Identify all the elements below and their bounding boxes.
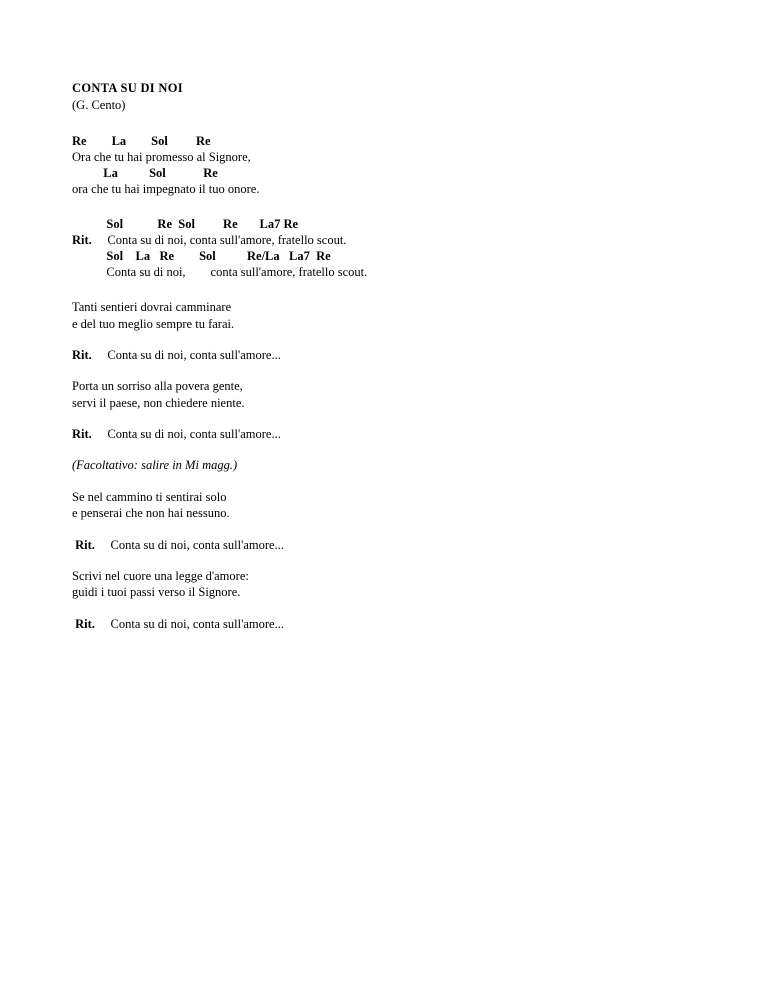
chorus-first-line	[72, 232, 692, 248]
spacer	[72, 411, 692, 426]
chord-line: Sol Re Sol Re La7 Re	[72, 217, 299, 231]
refrain-text: Conta su di noi, conta sull'amore...	[107, 348, 281, 362]
verse-line: guidi i tuoi passi verso il Signore.	[72, 585, 241, 599]
verse-line: servi il paese, non chiedere niente.	[72, 395, 245, 410]
rit-label: Rit.	[72, 348, 92, 362]
rit-label: Rit.	[75, 537, 95, 552]
verse-line: Scrivi nel cuore una legge d'amore:	[72, 568, 249, 583]
refrain-short-2	[72, 426, 692, 442]
refrain-text: Conta su di noi, conta sull'amore...	[110, 616, 284, 631]
chorus-indent	[72, 265, 106, 279]
verse-2	[72, 299, 692, 332]
song-author: (G. Cento)	[72, 98, 126, 112]
verse-line: Porta un sorriso alla povera gente,	[72, 379, 243, 393]
refrain-short-1	[72, 347, 692, 363]
refrain-text: Conta su di noi, conta sull'amore...	[110, 537, 284, 552]
spacer	[72, 522, 692, 537]
verse-4	[72, 489, 692, 522]
lyric-line: ora che tu hai impegnato il tuo onore.	[72, 182, 260, 196]
song-sheet	[72, 80, 692, 632]
refrain-short-3	[72, 537, 692, 553]
spacer	[72, 197, 692, 216]
chorus-second-line	[72, 264, 692, 280]
refrain-gap	[92, 348, 108, 362]
page-title: CONTA SU DI NOI	[72, 81, 183, 95]
chord-line: Re La Sol Re	[72, 134, 211, 148]
verse-1	[72, 133, 692, 197]
chorus-lyrics	[92, 233, 108, 247]
spacer	[72, 442, 692, 457]
chorus-lyric-text: Conta su di noi, conta sull'amore, fratello scout.	[106, 265, 368, 279]
verse-5	[72, 568, 692, 601]
refrain-gap	[95, 538, 111, 552]
chorus-block	[72, 216, 692, 280]
rit-label: Rit.	[72, 427, 92, 441]
spacer	[72, 601, 692, 616]
optional-note: (Facoltativo: salire in Mi magg.)	[72, 458, 238, 472]
verse-line: e del tuo meglio sempre tu farai.	[72, 316, 235, 331]
spacer	[72, 363, 692, 378]
refrain-gap	[95, 617, 111, 631]
spacer	[72, 474, 692, 489]
spacer	[72, 332, 692, 347]
spacer	[72, 553, 692, 568]
verse-line: Tanti sentieri dovrai camminare	[72, 300, 232, 314]
chord-line: La Sol Re	[72, 166, 218, 180]
rit-label: Rit.	[75, 616, 95, 631]
chord-line: Sol La Re Sol Re/La La7 Re	[72, 249, 331, 263]
refrain-gap	[92, 427, 108, 441]
spacer	[72, 280, 692, 299]
rit-label: Rit.	[72, 233, 92, 247]
verse-line: e penserai che non hai nessuno.	[72, 506, 230, 520]
verse-3	[72, 378, 692, 411]
refrain-short-4	[72, 616, 692, 632]
verse-line: Se nel cammino ti sentirai solo	[72, 489, 227, 504]
chorus-lyric-text: Conta su di noi, conta sull'amore, fratello scout.	[107, 233, 347, 247]
spacer	[72, 114, 692, 133]
refrain-text: Conta su di noi, conta sull'amore...	[107, 427, 281, 441]
lyric-line: Ora che tu hai promesso al Signore,	[72, 150, 251, 164]
